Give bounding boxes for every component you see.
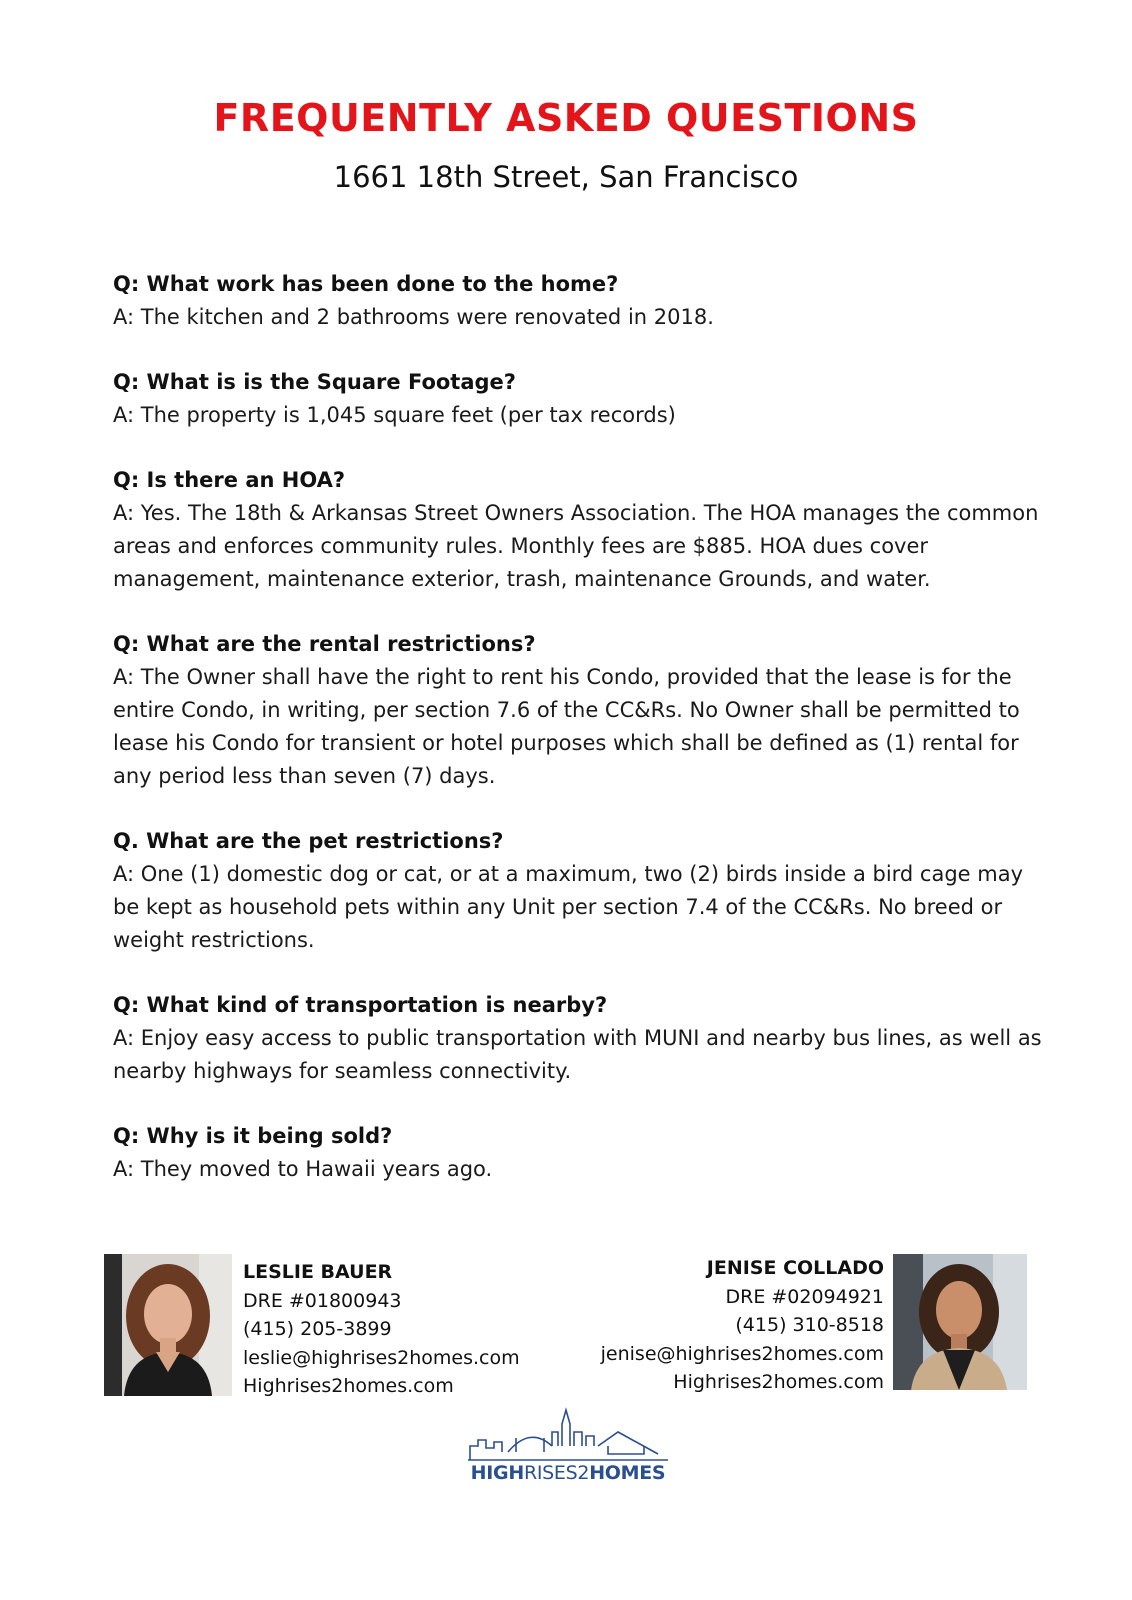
agent-info-leslie	[243, 1258, 520, 1401]
agent-website[interactable]: Highrises2homes.com	[243, 1375, 454, 1397]
agent-email[interactable]: jenise@highrises2homes.com	[600, 1342, 884, 1365]
faq-question: Q. What are the pet restrictions?	[113, 829, 504, 853]
agent-website[interactable]: Highrises2homes.com	[673, 1371, 884, 1393]
faq-answer: A: Enjoy easy access to public transportation with MUNI and nearby bus lines, as well as nearby highways for seamless connectivity.	[113, 1026, 1042, 1083]
faq-answer: A: They moved to Hawaii years ago.	[113, 1157, 493, 1181]
agent-name: JENISE COLLADO	[706, 1257, 884, 1279]
agent-email[interactable]: leslie@highrises2homes.com	[243, 1346, 520, 1369]
faq-item	[113, 464, 1053, 596]
agent-info-jenise	[601, 1254, 884, 1397]
faq-list	[113, 268, 1053, 1218]
faq-item	[113, 1120, 1053, 1186]
faq-answer: A: The kitchen and 2 bathrooms were renovated in 2018.	[113, 305, 714, 329]
faq-item	[113, 366, 1053, 432]
faq-item	[113, 825, 1053, 957]
faq-item	[113, 989, 1053, 1088]
agent-dre: DRE #01800943	[243, 1289, 402, 1312]
faq-question: Q: What is is the Square Footage?	[113, 370, 516, 394]
faq-item	[113, 628, 1053, 793]
faq-answer: A: The property is 1,045 square feet (per tax records)	[113, 403, 676, 427]
faq-item	[113, 268, 1053, 334]
faq-question: Q: What work has been done to the home?	[113, 272, 619, 296]
skyline-icon	[468, 1402, 668, 1464]
faq-question: Q: Why is it being sold?	[113, 1124, 393, 1148]
faq-answer: A: One (1) domestic dog or cat, or at a maximum, two (2) birds inside a bird cage may be kept as household pets within any Unit per section 7.4 of the CC&Rs. No breed or weight restrictions.	[113, 862, 1024, 952]
faq-question: Q: What are the rental restrictions?	[113, 632, 536, 656]
company-logo	[468, 1402, 668, 1494]
logo-wordmark: HIGHRISES2HOMES	[470, 1462, 666, 1484]
agent-name: LESLIE BAUER	[243, 1261, 393, 1283]
faq-question: Q: What kind of transportation is nearby?	[113, 993, 608, 1017]
agent-photo-jenise	[893, 1254, 1027, 1390]
agent-phone[interactable]: (415) 205-3899	[243, 1318, 392, 1340]
agent-phone[interactable]: (415) 310-8518	[735, 1314, 884, 1336]
faq-answer: A: The Owner shall have the right to rent his Condo, provided that the lease is for the entire Condo, in writing, per section 7.6 of the CC&Rs. No Owner shall be permitted to lease his Condo for transient or hotel purposes which shall be defined as (1) rental for any period less than seven (7) days.	[113, 665, 1020, 788]
agent-photo-leslie	[104, 1254, 232, 1396]
agent-dre: DRE #02094921	[725, 1285, 884, 1308]
property-address: 1661 18th Street, San Francisco	[333, 160, 799, 194]
page-title: FREQUENTLY ASKED QUESTIONS	[213, 96, 919, 140]
faq-answer: A: Yes. The 18th & Arkansas Street Owners Association. The HOA manages the common areas and enforces community rules. Monthly fees are $885. HOA dues cover management, maintenance exterior, trash, maintenance Grounds, and water.	[113, 501, 1039, 591]
faq-question: Q: Is there an HOA?	[113, 468, 346, 492]
